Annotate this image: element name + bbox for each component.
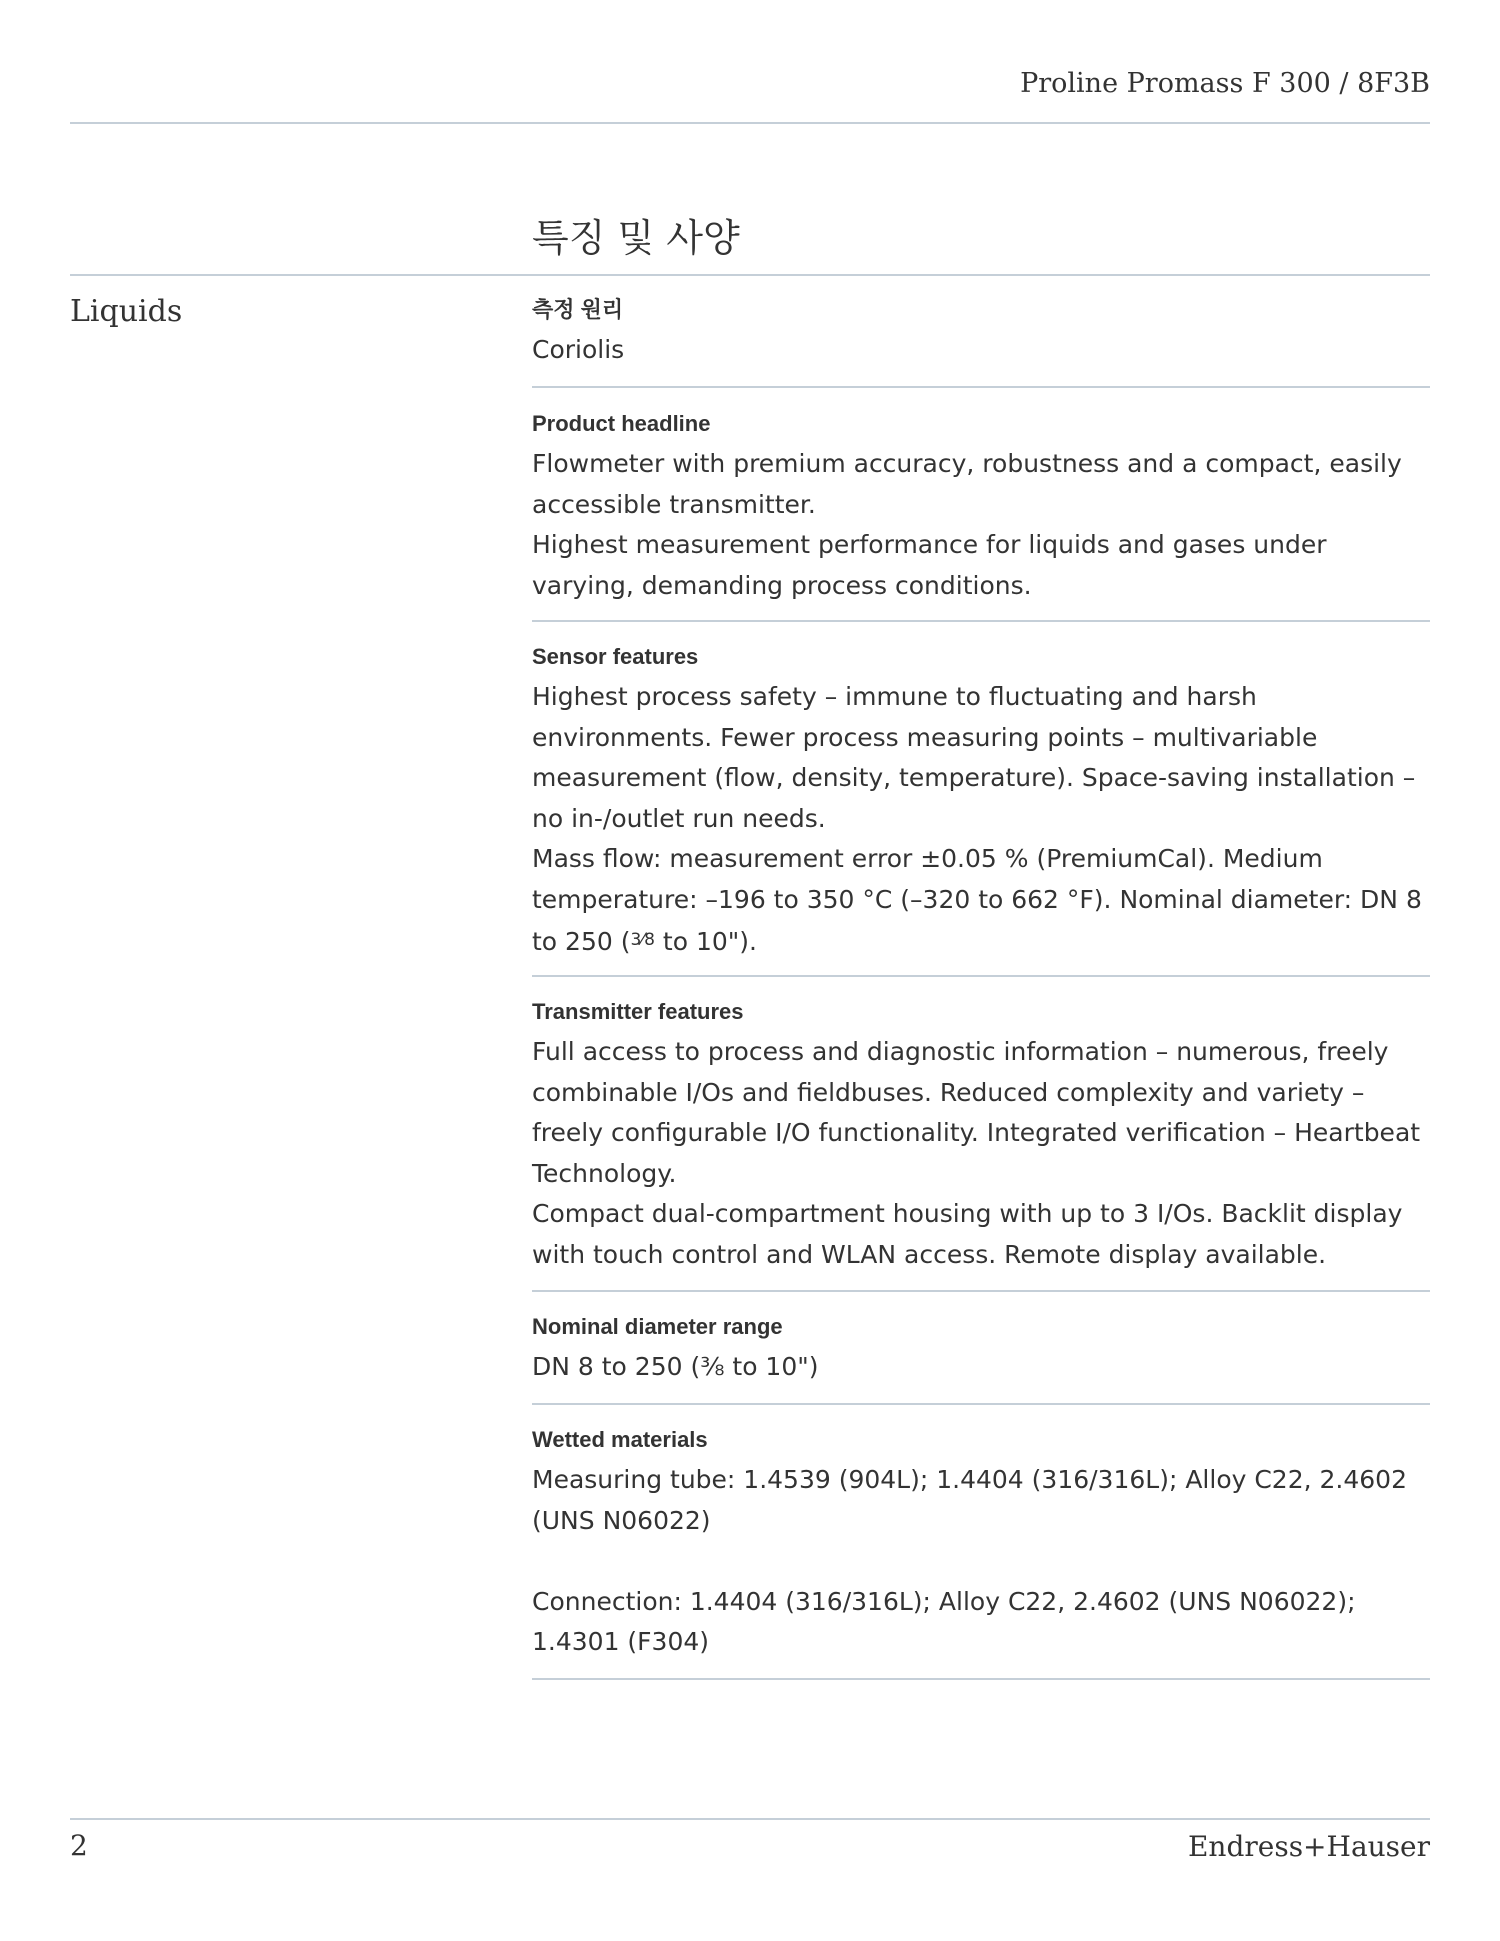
block-principle [532,296,1432,371]
sensor-line-2 [532,839,1432,963]
divider [532,1678,1430,1680]
brand-name: Endress+Hauser [1187,1830,1430,1863]
principle-text [532,330,1432,371]
block-transmitter [532,998,1432,1275]
sensor-line-2-pre: Mass flow: measurement error ±0.05 % (PremiumCal). Medium temperature: –196 to 350 °C (–320 to 662 °F). Nominal diameter: DN 8 to 250 ( [532,844,1422,956]
transmitter-line-1: Full access to process and diagnostic information – numerous, freely combinable I/Os and fieldbuses. Reduced complexity and variety – freely configurable I/O functionality. Integrated verification – Heartbeat Technology. [532,1037,1421,1188]
materials-text [532,1460,1432,1663]
block-materials [532,1426,1432,1663]
header-rule [70,122,1430,124]
diameter-text [532,1347,1432,1388]
transmitter-label: Transmitter features [532,999,744,1024]
sensor-label: Sensor features [532,644,699,669]
header-title: Proline Promass F 300 / 8F3B [1020,68,1430,99]
headline-label: Product headline [532,411,711,436]
transmitter-line-2: Compact dual-compartment housing with up to 3 I/Os. Backlit display with touch control and WLAN access. Remote display available. [532,1199,1403,1269]
sensor-line-2-post: to 10"). [654,927,757,956]
page-number: 2 [70,1829,88,1862]
divider [532,386,1430,388]
side-label: Liquids [70,294,183,329]
block-diameter [532,1313,1432,1388]
divider [532,1290,1430,1292]
block-headline [532,410,1432,606]
block-sensor [532,643,1432,963]
principle-value: Coriolis [532,335,625,364]
divider [532,975,1430,977]
materials-line-1: Measuring tube: 1.4539 (904L); 1.4404 (316/316L); Alloy C22, 2.4602 (UNS N06022) [532,1465,1407,1535]
principle-label: 측정 원리 [532,297,624,322]
section-rule [70,274,1430,276]
sensor-line-1: Highest process safety – immune to fluctuating and harsh environments. Fewer process measuring points – multivariable measurement (flow, density, temperature). Space‐saving installation – no in-/outlet run needs. [532,682,1416,833]
footer-rule [70,1818,1430,1820]
materials-label: Wetted materials [532,1427,708,1452]
divider [532,1403,1430,1405]
sensor-line-2-fraction: 3⁄8 [630,930,655,950]
materials-line-2: Connection: 1.4404 (316/316L); Alloy C22, 2.4602 (UNS N06022); 1.4301 (F304) [532,1586,1356,1656]
diameter-value: DN 8 to 250 (⅜ to 10") [532,1352,819,1381]
section-title: 특징 및 사양 [532,216,740,260]
headline-text [532,444,1432,606]
sensor-text [532,677,1432,963]
transmitter-text [532,1032,1432,1275]
headline-line-1: Flowmeter with premium accuracy, robustness and a compact, easily accessible transmitter. [532,449,1402,519]
divider [532,620,1430,622]
diameter-label: Nominal diameter range [532,1314,783,1339]
headline-line-2: Highest measurement performance for liquids and gases under varying, demanding process conditions. [532,530,1327,600]
